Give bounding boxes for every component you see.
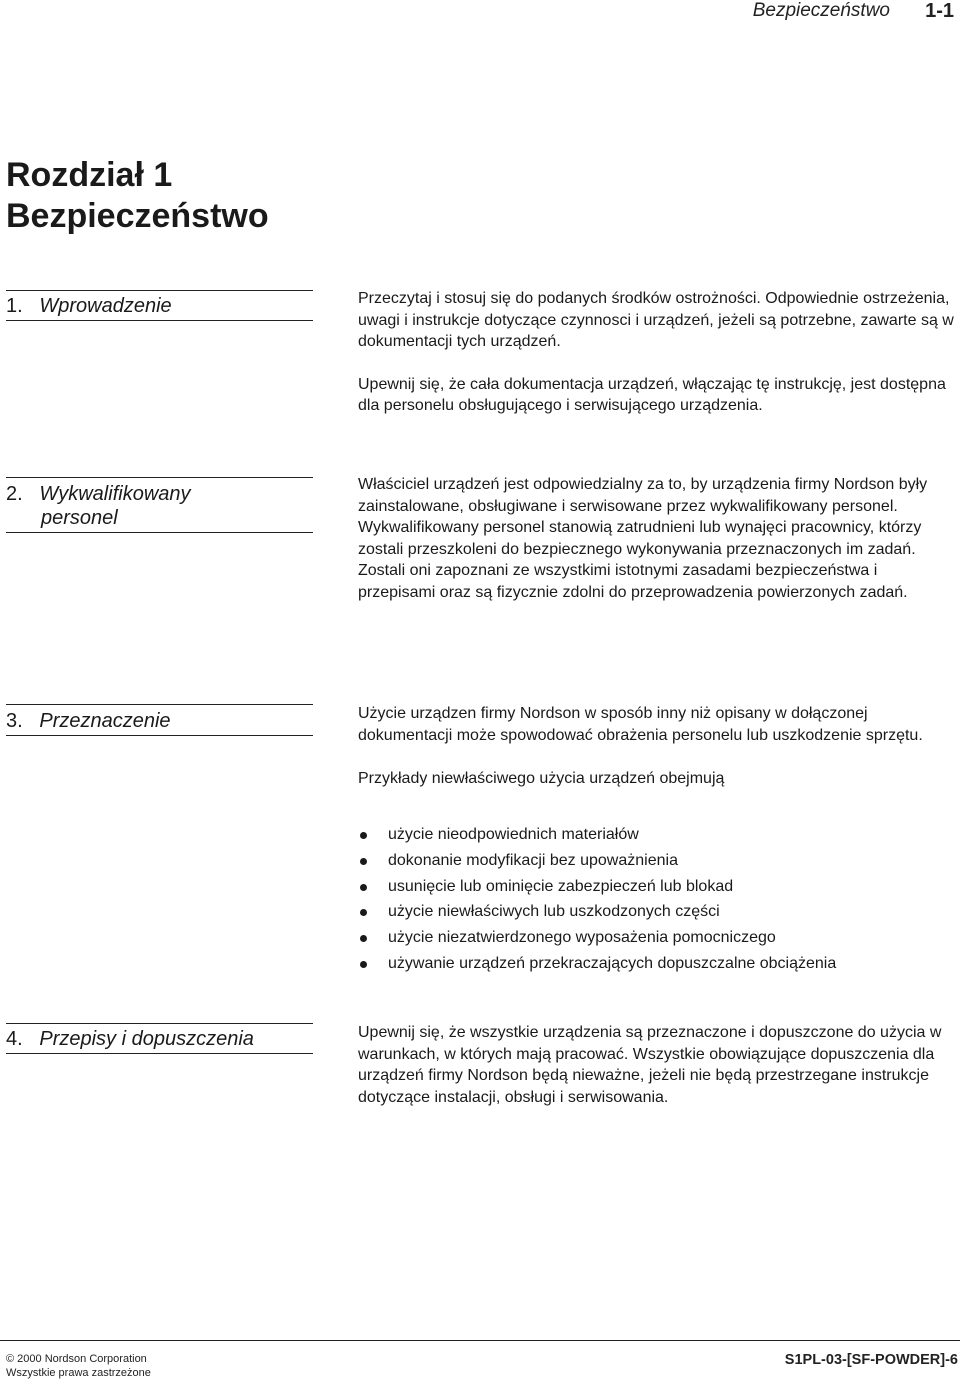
chapter-title [6, 155, 269, 237]
bullet-icon [360, 909, 367, 916]
list-item: używanie urządzeń przekraczających dopuszczalne obciążenia [358, 951, 958, 977]
misuse-examples-list [358, 822, 958, 977]
section-title: Wykwalifikowany [39, 483, 191, 505]
section-number: 1. [6, 295, 23, 317]
rights-line: Wszystkie prawa zastrzeżone [6, 1367, 151, 1379]
section-number: 2. [6, 483, 23, 505]
section-title-continued: personel [41, 507, 118, 529]
section-title: Przepisy i dopuszczenia [39, 1028, 254, 1050]
footer-copyright [6, 1352, 151, 1380]
list-item: użycie niezatwierdzonego wyposażenia pomocniczego [358, 925, 958, 951]
section-title: Wprowadzenie [39, 295, 172, 317]
section-3-heading [6, 704, 313, 736]
chapter-number: Rozdział 1 [6, 156, 173, 194]
paragraph: Upewnij się, że wszystkie urządzenia są przeznaczone i dopuszczone do użycia w warunkach, w których mają pracować. Wszystkie obowiązujące dopuszczenia dla urządzeń firmy Nordson będą nieważne, jeżeli nie będą przestrzegane instrukcje dotyczące instalacji, obsługi i serwisowania. [358, 1024, 942, 1106]
bullet-icon [360, 884, 367, 891]
paragraph: Właściciel urządzeń jest odpowiedzialny za to, by urządzenia firmy Nordson były zainstalowane, obsługiwane i serwisowane przez wykwalifikowany personel. Wykwalifikowany personel stanowią zatrudnieni lub wynajęci pracownicy, którzy zostali przeszkoleni do bezpiecznego wykonywania przeznaczonych im zadań. Zostali oni zapoznani ze wszystkimi istotnymi zasadami bezpieczeństwa i przepisami oraz są fizycznie zdolni do przeprowadzenia powierzonych zadań. [358, 476, 928, 601]
paragraph: Użycie urządzen firmy Nordson w sposób inny niż opisany w dołączonej dokumentacji może spowodować obrażenia personelu lub uszkodzenie sprzętu. [358, 705, 923, 744]
footer-divider [0, 1340, 960, 1341]
list-item: usunięcie lub ominięcie zabezpieczeń lub blokad [358, 874, 958, 900]
section-1-body [358, 288, 958, 417]
paragraph: Upewnij się, że cała dokumentacja urządzeń, włączając tę instrukcję, jest dostępna dla personelu obsługującego i serwisującego urządzenia. [358, 375, 946, 414]
list-item: użycie niewłaściwych lub uszkodzonych części [358, 899, 958, 925]
section-number: 3. [6, 710, 23, 732]
section-3-body [358, 703, 958, 790]
running-header-title: Bezpieczeństwo [752, 0, 890, 21]
page-number: 1-1 [925, 0, 954, 22]
paragraph: Przykłady niewłaściwego użycia urządzeń obejmują [358, 770, 725, 787]
bullet-icon [360, 961, 367, 968]
bullet-icon [360, 858, 367, 865]
list-item: dokonanie modyfikacji bez upoważnienia [358, 848, 958, 874]
section-number: 4. [6, 1028, 23, 1050]
section-2-body [358, 474, 958, 603]
paragraph: Przeczytaj i stosuj się do podanych środków ostrożności. Odpowiednie ostrzeżenia, uwagi i instrukcje dotyczące czynnosci i urządzeń, jeżeli są potrzebne, zawarte są w dokumentacji tych urządzeń. [358, 290, 954, 350]
section-2-heading [6, 477, 313, 533]
bullet-icon [360, 935, 367, 942]
copyright-line: © 2000 Nordson Corporation [6, 1353, 147, 1365]
list-item: użycie nieodpowiednich materiałów [358, 822, 958, 848]
document-code: S1PL-03-[SF-POWDER]-6 [784, 1352, 958, 1368]
bullet-icon [360, 832, 367, 839]
section-1-heading [6, 290, 313, 321]
section-title: Przeznaczenie [39, 710, 171, 732]
chapter-name: Bezpieczeństwo [6, 197, 269, 235]
section-4-body [358, 1022, 958, 1108]
section-4-heading [6, 1023, 313, 1054]
